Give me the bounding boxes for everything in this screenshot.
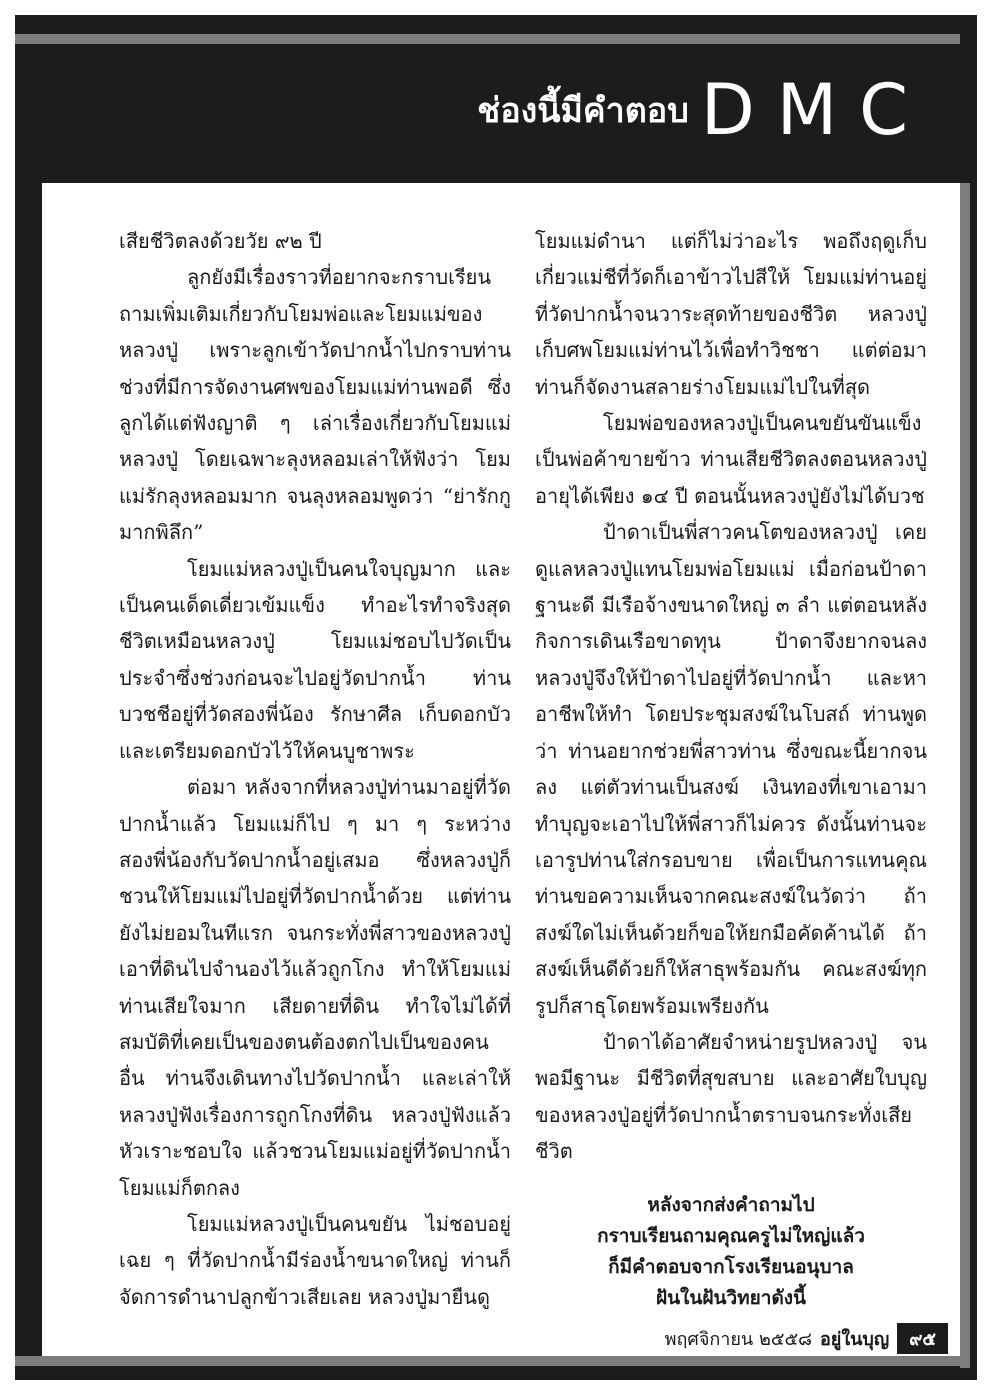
- paragraph: ลูกยังมีเรื่องราวที่อยากจะกราบเรียนถามเพิ่มเติมเกี่ยวกับโยมพ่อและโยมแม่ของหลวงปู่ เพราะลูกเข้าวัดปากน้ำไปกราบท่านช่วงที่มีการจัดงานศพของโยมแม่ท่านพอดี ซึ่งลูกได้แต่ฟังญาติ ๆ เล่าเรื่องเกี่ยวกับโยมแม่หลวงปู่ โดยเฉพาะลุงหลอมเล่าให้ฟังว่า โยมแม่รักลุงหลอมมาก จนลุงหลอมพูดว่า “ย่ารักกูมากพิลึก”: [119, 265, 511, 545]
- right-column: [535, 223, 927, 1314]
- page-number: ๙๕: [897, 1323, 948, 1354]
- paragraph: โยมแม่หลวงปู่เป็นคนขยัน ไม่ชอบอยู่เฉย ๆ ที่วัดปากน้ำมีร่องน้ำขนาดใหญ่ ท่านก็จัดการดำนาปลูกข้าวเสียเลย หลวงปู่มายืนดู: [119, 1211, 511, 1309]
- header-title-thai: ช่องนี้มีคำตอบ: [477, 91, 689, 131]
- paragraph: ป้าดาได้อาศัยจำหน่ายรูปหลวงปู่ จนพอมีฐานะ มีชีวิตที่สุขสบาย และอาศัยใบบุญของหลวงปู่อยู่ที่วัดปากน้ำตราบจนกระทั่งเสียชีวิต: [535, 1029, 927, 1164]
- column-header: [477, 70, 930, 150]
- paragraph: โยมแม่ดำนา แต่ก็ไม่ว่าอะไร พอถึงฤดูเก็บเกี่ยวแม่ชีที่วัดก็เอาข้าวไปสีให้ โยมแม่ท่านอยู่ที่วัดปากน้ำจนวาระสุดท้ายของชีวิต หลวงปู่เก็บศพโยมแม่ท่านไว้เพื่อทำวิชชา แต่ต่อมาท่านก็จัดงานสลายร่างโยมแม่ไปในที่สุด: [535, 229, 927, 399]
- paragraph: ต่อมา หลังจากที่หลวงปู่ท่านมาอยู่ที่วัดปากน้ำแล้ว โยมแม่ก็ไป ๆ มา ๆ ระหว่างสองพี่น้องกับวัดปากน้ำอยู่เสมอ ซึ่งหลวงปู่ก็ชวนให้โยมแม่ไปอยู่ที่วัดปากน้ำด้วย แต่ท่านยังไม่ยอมในทีแรก จนกระทั่งพี่สาวของหลวงปู่เอาที่ดินไปจำนองไว้แล้วถูกโกง ทำให้โยมแม่ท่านเสียใจมาก เสียดายที่ดิน ทำใจไม่ได้ที่สมบัติที่เคยเป็นของตนต้องตกไปเป็นของคนอื่น ท่านจึงเดินทางไปวัดปากน้ำ และเล่าให้หลวงปู่ฟังเรื่องการถูกโกงที่ดิน หลวงปู่ฟังแล้วหัวเราะชอบใจ แล้วชวนโยมแม่อยู่ที่วัดปากน้ำ โยมแม่ก็ตกลง: [119, 775, 511, 1200]
- closing-note-line: ก็มีคำตอบจากโรงเรียนอนุบาล: [608, 1255, 854, 1278]
- article-panel: [42, 183, 960, 1356]
- magazine-name: อยู่ในบุญ: [819, 1329, 890, 1350]
- closing-note-line: ฝันในฝันวิทยาดังนี้: [655, 1286, 807, 1309]
- bottom-gray-rule: [15, 1356, 960, 1366]
- closing-note-line: กราบเรียนถามคุณครูไม่ใหญ่แล้ว: [597, 1224, 865, 1247]
- page-footer: [665, 1323, 948, 1354]
- issue-date: พฤศจิกายน ๒๕๕๘: [664, 1329, 812, 1350]
- closing-note: [535, 1190, 927, 1314]
- paragraph: ป้าดาเป็นพี่สาวคนโตของหลวงปู่ เคยดูแลหลวงปู่แทนโยมพ่อโยมแม่ เมื่อก่อนป้าดาฐานะดี มีเรือจ้างขนาดใหญ่ ๓ ลำ แต่ตอนหลังกิจการเดินเรือขาดทุน ป้าดาจึงยากจนลง หลวงปู่จึงให้ป้าดาไปอยู่ที่วัดปากน้ำ และหาอาชีพให้ทำ โดยประชุมสงฆ์ในโบสถ์ ท่านพูดว่า ท่านอยากช่วยพี่สาวท่าน ซึ่งขณะนี้ยากจนลง แต่ตัวท่านเป็นสงฆ์ เงินทองที่เขาเอามาทำบุญจะเอาไปให้พี่สาวก็ไม่ควร ดังนั้นท่านจะเอารูปท่านใส่กรอบขาย เพื่อเป็นการแทนคุณ ท่านขอความเห็นจากคณะสงฆ์ในวัดว่า ถ้าสงฆ์ใดไม่เห็นด้วยก็ขอให้ยกมือคัดค้านได้ ถ้าสงฆ์เห็นดีด้วยก็ให้สาธุพร้อมกัน คณะสงฆ์ทุกรูปก็สาธุโดยพร้อมเพรียงกัน: [535, 520, 927, 1018]
- left-column: [119, 223, 511, 1315]
- paragraph: โยมแม่หลวงปู่เป็นคนใจบุญมาก และเป็นคนเด็ดเดี่ยวเข้มแข็ง ทำอะไรทำจริงสุดชีวิตเหมือนหลวงปู่ โยมแม่ชอบไปวัดเป็นประจำซึ่งช่วงก่อนจะไปอยู่วัดปากน้ำ ท่านบวชชีอยู่ที่วัดสองพี่น้อง รักษาศีล เก็บดอกบัว และเตรียมดอกบัวไว้ให้คนบูชาพระ: [119, 556, 511, 763]
- paragraph: โยมพ่อของหลวงปู่เป็นคนขยันขันแข็งเป็นพ่อค้าขายข้าว ท่านเสียชีวิตลงตอนหลวงปู่อายุได้เพียง ๑๔ ปี ตอนนั้นหลวงปู่ยังไม่ได้บวช: [535, 411, 927, 508]
- right-gray-bar: [960, 183, 970, 1368]
- header-title-dmc: DMC: [700, 69, 930, 151]
- closing-note-line: หลังจากส่งคำถามไป: [647, 1193, 815, 1216]
- top-gray-rule: [15, 34, 960, 44]
- paragraph: เสียชีวิตลงด้วยวัย ๙๒ ปี: [119, 229, 322, 253]
